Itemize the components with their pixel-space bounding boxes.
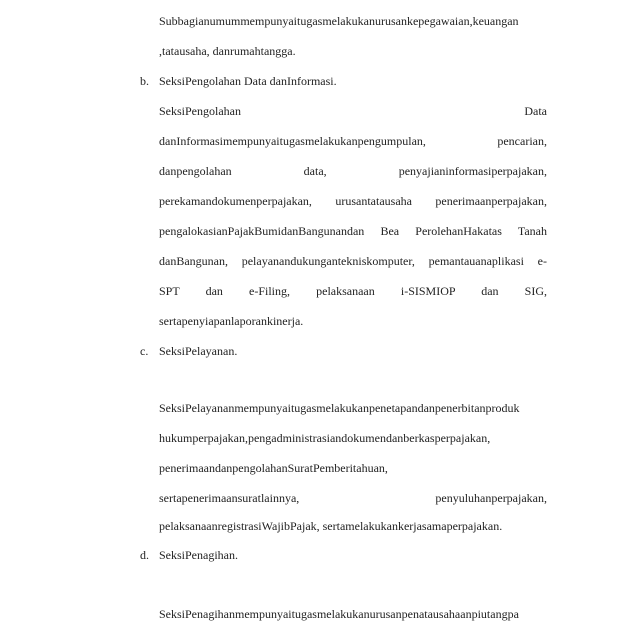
section-b-line-2: danInformasimempunyaitugasmelakukanpengumpulan, pencarian,	[159, 134, 547, 148]
section-c-line-1: SeksiPelayananmempunyaitugasmelakukanpenetapandanpenerbitanproduk	[159, 401, 520, 415]
section-a-line-2: ,tatausaha, danrumahtangga.	[159, 44, 296, 58]
section-c-line-3: penerimaandanpengolahanSuratPemberitahuan,	[159, 461, 388, 475]
section-a-line-1: Subbagianumummempunyaitugasmelakukanurusankepegawaian,keuangan	[159, 14, 519, 28]
section-b-line-6: danBangunan, pelayanandukungantekniskomputer, pemantauanaplikasi e-	[159, 254, 547, 268]
section-d-line-1: SeksiPenagihanmempunyaitugasmelakukanurusanpenatausahaanpiutangpa	[159, 607, 519, 621]
section-c-line-5: pelaksanaanregistrasiWajibPajak, sertamelakukankerjasamaperpajakan.	[159, 519, 503, 533]
section-b-marker: b.	[140, 74, 149, 88]
section-b-line-1: SeksiPengolahan Data	[159, 104, 547, 118]
section-d-heading: SeksiPenagihan.	[159, 548, 238, 562]
section-b-line-4: perekamandokumenperpajakan, urusantatausaha penerimaanperpajakan,	[159, 194, 547, 208]
section-b-line-3: danpengolahan data, penyajianinformasiperpajakan,	[159, 164, 547, 178]
section-b-line-7: SPT dan e-Filing, pelaksanaan i-SISMIOP dan SIG,	[159, 284, 547, 298]
section-b-heading: SeksiPengolahan Data danInformasi.	[159, 74, 337, 88]
section-c-line-2: hukumperpajakan,pengadministrasiandokumendanberkasperpajakan,	[159, 431, 491, 445]
section-c-marker: c.	[140, 344, 149, 358]
section-c-heading: SeksiPelayanan.	[159, 344, 238, 358]
section-b-line-5: pengalokasianPajakBumidanBangunandan Bea PerolehanHakatas Tanah	[159, 224, 547, 238]
section-d-marker: d.	[140, 548, 149, 562]
section-b-line-8: sertapenyiapanlaporankinerja.	[159, 314, 304, 328]
section-c-line-4: sertapenerimaansuratlainnya, penyuluhanperpajakan,	[159, 491, 547, 505]
